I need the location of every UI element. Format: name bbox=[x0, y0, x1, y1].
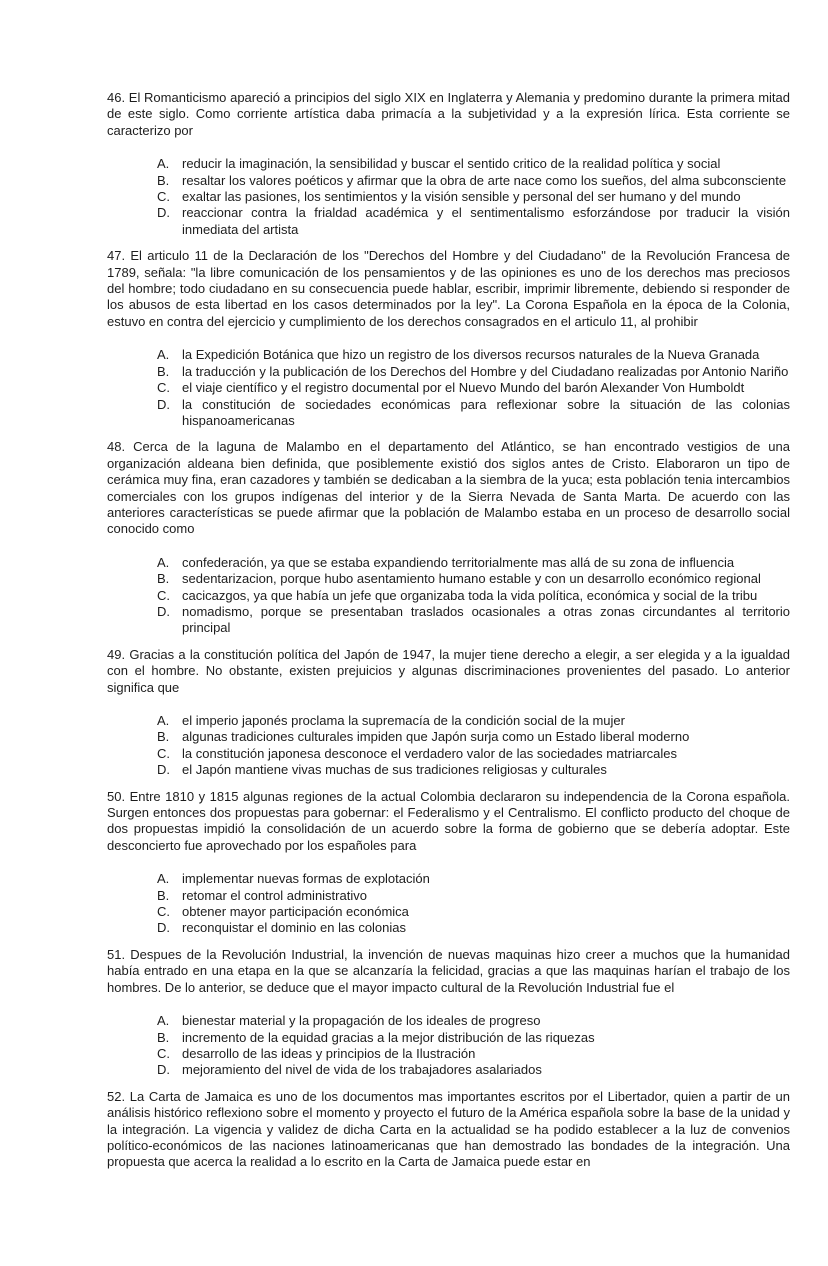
option-row bbox=[157, 871, 790, 887]
question-47-number: 47. bbox=[107, 248, 126, 264]
question-52-text: La Carta de Jamaica es uno de los documentos mas importantes escritos por el Libertador, quien a partir de un análisis histórico reflexiono sobre el momento y proyecto el futuro de la América española sobre la base de la unidad y la integración. La vigencia y validez de dicha Carta en la actualidad se ha podido establecer a la luz de convenios político-económicos de las naciones latinoamericanas que han demostrado las bondades de la integración. Una propuesta que acerca la realidad a lo escrito en la Carta de Jamaica puede estar en bbox=[107, 1088, 790, 1170]
question-52-number: 52. bbox=[107, 1088, 126, 1104]
option-letter: D. bbox=[157, 920, 170, 936]
option-text: la Expedición Botánica que hizo un registro de los diversos recursos naturales de la Nueva Granada bbox=[182, 347, 760, 363]
option-text: el imperio japonés proclama la supremacía de la condición social de la mujer bbox=[182, 713, 625, 728]
option-letter: D. bbox=[157, 762, 170, 778]
option-text: resaltar los valores poéticos y afirmar que la obra de arte nace como los sueños, del alma subconsciente bbox=[182, 172, 787, 188]
option-row bbox=[157, 588, 790, 604]
question-47-options bbox=[107, 347, 790, 429]
option-text: el Japón mantiene vivas muchas de sus tradiciones religiosas y culturales bbox=[182, 762, 607, 778]
option-row bbox=[157, 604, 790, 637]
question-52 bbox=[107, 1089, 790, 1171]
option-row bbox=[157, 189, 790, 205]
question-48-number: 48. bbox=[107, 439, 126, 455]
question-50 bbox=[107, 789, 790, 937]
question-48 bbox=[107, 439, 790, 636]
question-51-number: 51. bbox=[107, 946, 126, 962]
option-text: nomadismo, porque se presentaban traslados ocasionales a otras zonas circundantes al territorio principal bbox=[182, 603, 790, 636]
option-row bbox=[157, 364, 790, 380]
question-49-text: Gracias a la constitución política del Japón de 1947, la mujer tiene derecho a elegir, a ser elegida y a la igualdad con el hombre. No obstante, existen prejuicios y algunas discriminaciones provenientes del pasado. Lo anterior significa que bbox=[107, 646, 790, 695]
option-row bbox=[157, 156, 790, 172]
option-text: retomar el control administrativo bbox=[182, 887, 367, 903]
option-letter: D. bbox=[157, 205, 170, 221]
option-letter: C. bbox=[157, 904, 170, 920]
question-48-options bbox=[107, 555, 790, 637]
option-text: mejoramiento del nivel de vida de los trabajadores asalariados bbox=[182, 1062, 542, 1078]
option-row bbox=[157, 762, 790, 778]
option-text: reconquistar el dominio en las colonias bbox=[182, 920, 407, 936]
option-text: desarrollo de las ideas y principios de la Ilustración bbox=[182, 1045, 476, 1061]
option-letter: C. bbox=[157, 587, 170, 603]
option-row bbox=[157, 571, 790, 587]
option-letter: D. bbox=[157, 1062, 170, 1078]
option-text: reaccionar contra la frialdad académica y el sentimentalismo esforzándose por traducir la visión inmediata del artista bbox=[182, 205, 790, 237]
option-row bbox=[157, 746, 790, 762]
option-row bbox=[157, 729, 790, 745]
option-letter: B. bbox=[157, 363, 170, 379]
question-50-options bbox=[107, 871, 790, 937]
option-letter: A. bbox=[157, 554, 170, 570]
option-row bbox=[157, 173, 790, 189]
option-row bbox=[157, 1030, 790, 1046]
question-46-options bbox=[107, 156, 790, 238]
option-text: sedentarizacion, porque hubo asentamiento humano estable y con un desarrollo económico regional bbox=[182, 571, 761, 587]
option-letter: B. bbox=[157, 729, 170, 745]
option-letter: D. bbox=[157, 603, 170, 619]
question-51-text: Despues de la Revolución Industrial, la invención de nuevas maquinas hizo creer a muchos que la humanidad había entrado en una etapa en la que se alcanzaría la felicidad, gracias a que las maquinas harían el trabajo de los hombres. De lo anterior, se deduce que el mayor impacto cultural de la Revolución Industrial fue el bbox=[107, 946, 790, 995]
question-46-text: El Romanticismo apareció a principios del siglo XIX en Inglaterra y Alemania y predomino durante la primera mitad de este siglo. Como corriente artística daba primacía a la subjetividad y a la expresión lírica. Esta corriente se caracterizo por bbox=[107, 90, 790, 138]
question-50-text: Entre 1810 y 1815 algunas regiones de la actual Colombia declararon su independencia de la Corona española. Surgen entonces dos propuestas para gobernar: el Federalismo y el Centralismo. El conflicto producto del choque de dos propuestas impidió la consolidación de un acuerdo sobre la forma de gobierno que se debería adoptar. Este desconcierto fue aprovechado por los españoles para bbox=[107, 788, 790, 853]
option-row bbox=[157, 904, 790, 920]
option-row bbox=[157, 713, 790, 729]
question-50-paragraph bbox=[107, 789, 790, 855]
option-letter: B. bbox=[157, 887, 170, 903]
question-48-paragraph bbox=[107, 439, 790, 537]
question-48-text: Cerca de la laguna de Malambo en el departamento del Atlántico, se han encontrado vestigios de una organización aldeana bien definida, que posiblemente existió dos siglos antes de Cristo. Elaboraron un tipo de cerámica muy fina, eran cazadores y también se dedicaban a la siembra de la yuca; esta población tenia intercambios comerciales con los grupos indígenas del interior y de la Sierra Nevada de Santa Marta. De acuerdo con las anteriores características se puede afirmar que la población de Malambo estaba en un proceso de desarrollo social conocido como bbox=[107, 439, 790, 537]
option-text: exaltar las pasiones, los sentimientos y la visión sensible y personal del ser humano y del mundo bbox=[182, 189, 741, 205]
question-49-number: 49. bbox=[107, 646, 126, 662]
option-row bbox=[157, 347, 790, 363]
option-letter: A. bbox=[157, 713, 170, 728]
option-row bbox=[157, 397, 790, 430]
question-46-number: 46. bbox=[107, 90, 126, 105]
option-text: la constitución japonesa desconoce el verdadero valor de las sociedades matriarcales bbox=[182, 745, 678, 761]
option-text: la constitución de sociedades económicas para reflexionar sobre la situación de las colonias hispanoamericanas bbox=[182, 396, 790, 428]
option-letter: A. bbox=[157, 1013, 170, 1029]
option-letter: A. bbox=[157, 347, 170, 363]
option-text: obtener mayor participación económica bbox=[182, 904, 409, 920]
option-row bbox=[157, 920, 790, 936]
option-row bbox=[157, 1046, 790, 1062]
option-row bbox=[157, 380, 790, 396]
option-text: implementar nuevas formas de explotación bbox=[182, 871, 430, 887]
question-51-paragraph bbox=[107, 947, 790, 996]
option-text: algunas tradiciones culturales impiden que Japón surja como un Estado liberal moderno bbox=[182, 729, 690, 745]
question-52-paragraph bbox=[107, 1089, 790, 1171]
question-47 bbox=[107, 248, 790, 429]
option-row bbox=[157, 1062, 790, 1078]
question-51 bbox=[107, 947, 790, 1079]
option-letter: B. bbox=[157, 1029, 170, 1045]
option-row bbox=[157, 1013, 790, 1029]
option-text: bienestar material y la propagación de los ideales de progreso bbox=[182, 1013, 541, 1029]
question-49-options bbox=[107, 713, 790, 779]
option-text: el viaje científico y el registro documental por el Nuevo Mundo del barón Alexander Von Humboldt bbox=[182, 380, 745, 396]
option-letter: B. bbox=[157, 571, 170, 587]
question-49 bbox=[107, 647, 790, 779]
option-letter: C. bbox=[157, 1045, 170, 1061]
question-47-text: El articulo 11 de la Declaración de los "Derechos del Hombre y del Ciudadano" de la Revolución Francesa de 1789, señala: "la libre comunicación de los pensamientos y de las opiniones es uno de los derechos mas preciosos del hombre; todo ciudadano en su consecuencia puede hablar, escribir, imprimir libremente, debiendo si responder de los abusos de esta libertad en los casos determinados por la ley". La Corona Española en la época de la Colonia, estuvo en contra del ejercicio y cumplimiento de los derechos consagrados en el articulo 11, al prohibir bbox=[107, 248, 790, 329]
option-text: la traducción y la publicación de los Derechos del Hombre y del Ciudadano realizadas por Antonio Nariño bbox=[182, 363, 789, 379]
option-letter: A. bbox=[157, 156, 170, 172]
question-46-paragraph bbox=[107, 90, 790, 139]
option-letter: D. bbox=[157, 396, 170, 412]
option-row bbox=[157, 205, 790, 238]
option-letter: A. bbox=[157, 871, 170, 887]
option-letter: C. bbox=[157, 745, 170, 761]
option-text: reducir la imaginación, la sensibilidad y buscar el sentido critico de la realidad política y social bbox=[182, 156, 721, 172]
question-50-number: 50. bbox=[107, 788, 126, 804]
option-text: cacicazgos, ya que había un jefe que organizaba toda la vida política, económica y social de la tribu bbox=[182, 587, 758, 603]
option-text: confederación, ya que se estaba expandiendo territorialmente mas allá de su zona de influencia bbox=[182, 554, 735, 570]
option-text: incremento de la equidad gracias a la mejor distribución de las riquezas bbox=[182, 1029, 595, 1045]
question-46 bbox=[107, 90, 790, 238]
option-letter: C. bbox=[157, 380, 170, 396]
option-letter: C. bbox=[157, 189, 170, 205]
question-49-paragraph bbox=[107, 647, 790, 696]
option-letter: B. bbox=[157, 172, 170, 188]
question-51-options bbox=[107, 1013, 790, 1079]
question-47-paragraph bbox=[107, 248, 790, 330]
option-row bbox=[157, 555, 790, 571]
option-row bbox=[157, 888, 790, 904]
